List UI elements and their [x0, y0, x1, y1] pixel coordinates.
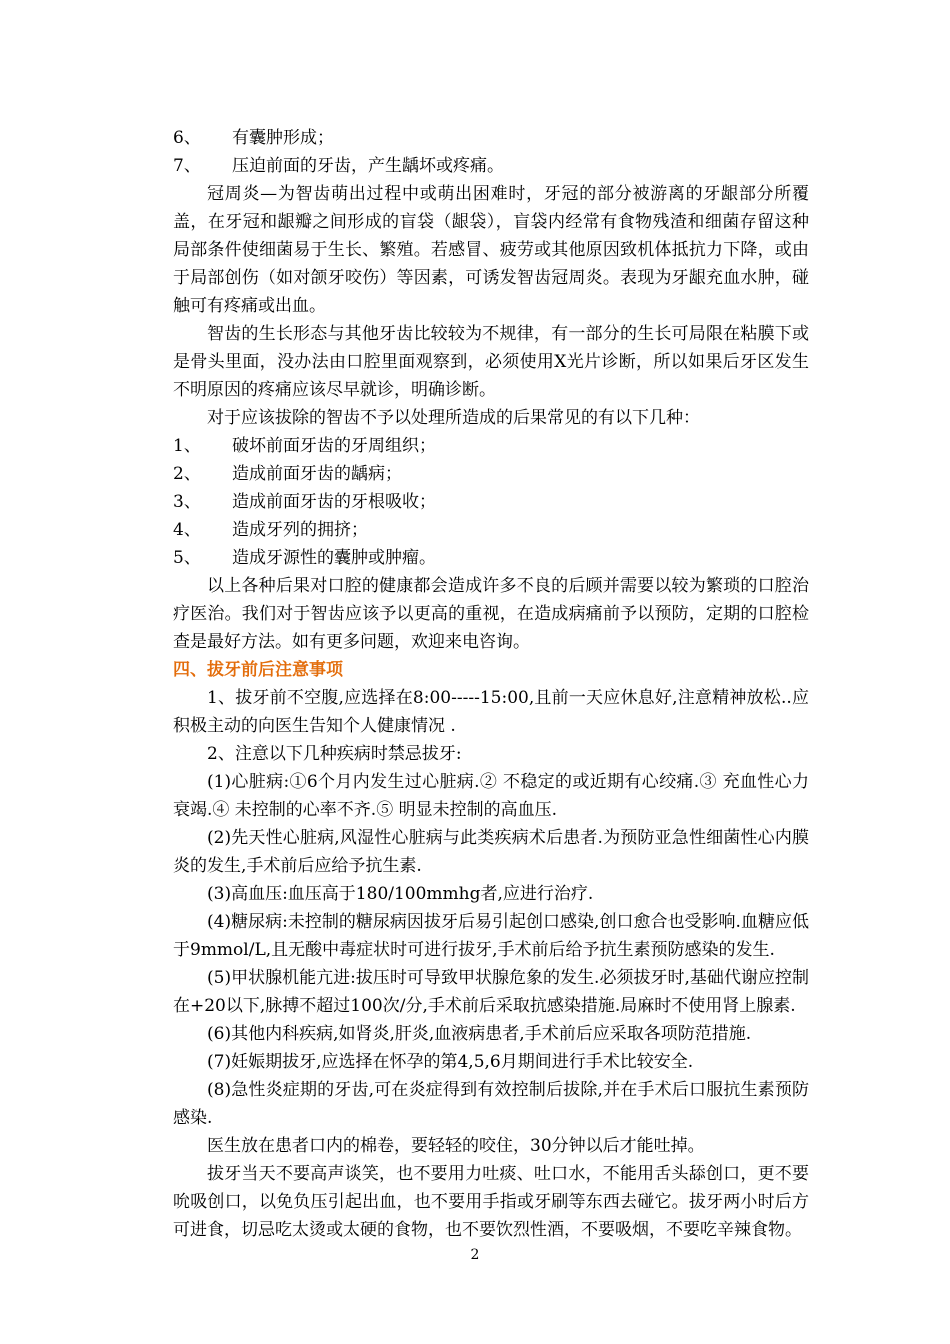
list-number: 1、	[173, 436, 201, 456]
list-item	[173, 516, 809, 544]
list-item	[173, 124, 809, 152]
list-number: 6、	[173, 128, 201, 148]
paragraph-summary: 以上各种后果对口腔的健康都会造成许多不良的后顾并需要以较为繁琐的口腔治疗医治。我们对于智齿应该予以更高的重视，在造成病痛前予以预防，定期的口腔检查是最好方法。如有更多问题，欢迎来电咨询。	[173, 576, 809, 652]
list-item	[173, 544, 809, 572]
paragraph-consequences-intro: 对于应该拔除的智齿不予以处理所造成的后果常见的有以下几种：	[207, 408, 700, 428]
note-paragraph: 1、拔牙前不空腹,应选择在8:00-----15:00,且前一天应休息好,注意精神放松..应积极主动的向医生告知个人健康情况 .	[173, 688, 809, 736]
note-paragraph: (4)糖尿病:未控制的糖尿病因拔牙后易引起创口感染,创口愈合也受影响.血糖应低于9mmol/L,且无酸中毒症状时可进行拔牙,手术前后给予抗生素预防感染的发生.	[173, 912, 809, 960]
note-paragraph: 医生放在患者口内的棉卷，要轻轻的咬住，30分钟以后才能吐掉。	[207, 1136, 705, 1156]
list-text: 造成牙列的拥挤；	[232, 520, 368, 540]
note-paragraph: (8)急性炎症期的牙齿,可在炎症得到有效控制后拔除,并在手术后口服抗生素预防感染.	[173, 1080, 809, 1128]
page-number: 2	[470, 1247, 480, 1263]
list-text: 有囊肿形成；	[232, 128, 334, 148]
note-paragraph: (1)心脏病:①6个月内发生过心脏病.② 不稳定的或近期有心绞痛.③ 充血性心力衰竭.④ 未控制的心率不齐.⑤ 明显未控制的高血压.	[173, 772, 809, 820]
note-paragraph: 2、注意以下几种疾病时禁忌拔牙:	[207, 744, 462, 764]
list-number: 7、	[173, 156, 201, 176]
note-paragraph: (2)先天性心脏病,风湿性心脏病与此类疾病术后患者.为预防亚急性细菌性心内膜炎的发生,手术前后应给予抗生素.	[173, 828, 809, 876]
list-item	[173, 460, 809, 488]
list-text: 造成牙源性的囊肿或肿瘤。	[232, 548, 436, 568]
list-text: 造成前面牙齿的龋病；	[232, 464, 402, 484]
list-text: 压迫前面的牙齿，产生龋坏或疼痛。	[232, 156, 504, 176]
list-number: 2、	[173, 464, 201, 484]
list-number: 4、	[173, 520, 201, 540]
list-item	[173, 432, 809, 460]
page-content	[173, 124, 809, 1244]
paragraph-growth: 智齿的生长形态与其他牙齿比较较为不规律，有一部分的生长可局限在粘膜下或是骨头里面，没办法由口腔里面观察到，必须使用X光片诊断，所以如果后牙区发生不明原因的疼痛应该尽早就诊，明确诊断。	[173, 324, 809, 400]
note-paragraph: (7)妊娠期拔牙,应选择在怀孕的第4,5,6月期间进行手术比较安全.	[207, 1052, 694, 1072]
paragraph-pericoronitis: 冠周炎—为智齿萌出过程中或萌出困难时，牙冠的部分被游离的牙龈部分所覆盖，在牙冠和龈瓣之间形成的盲袋（龈袋），盲袋内经常有食物残渣和细菌存留这种局部条件使细菌易于生长、繁殖。若感冒、疲劳或其他原因致机体抵抗力下降，或由于局部创伤（如对颌牙咬伤）等因素，可诱发智齿冠周炎。表现为牙龈充血水肿，碰触可有疼痛或出血。	[173, 184, 809, 316]
list-item	[173, 152, 809, 180]
note-paragraph: (3)高血压:血压高于180/100mmhg者,应进行治疗.	[207, 884, 594, 904]
section-heading: 四、拔牙前后注意事项	[173, 660, 343, 680]
list-text: 造成前面牙齿的牙根吸收；	[232, 492, 436, 512]
list-number: 3、	[173, 492, 201, 512]
note-paragraph: 拔牙当天不要高声谈笑，也不要用力吐痰、吐口水，不能用舌头舔创口，更不要吮吸创口，以免负压引起出血，也不要用手指或牙刷等东西去碰它。拔牙两小时后方可进食，切忌吃太烫或太硬的食物，也不要饮烈性酒，不要吸烟，不要吃辛辣食物。	[173, 1164, 809, 1240]
note-paragraph: (5)甲状腺机能亢进:拔压时可导致甲状腺危象的发生.必须拔牙时,基础代谢应控制在+20以下,脉搏不超过100次/分,手术前后采取抗感染措施.局麻时不使用肾上腺素.	[173, 968, 809, 1016]
list-text: 破坏前面牙齿的牙周组织；	[232, 436, 436, 456]
list-item	[173, 488, 809, 516]
list-number: 5、	[173, 548, 201, 568]
note-paragraph: (6)其他内科疾病,如肾炎,肝炎,血液病患者,手术前后应采取各项防范措施.	[207, 1024, 752, 1044]
